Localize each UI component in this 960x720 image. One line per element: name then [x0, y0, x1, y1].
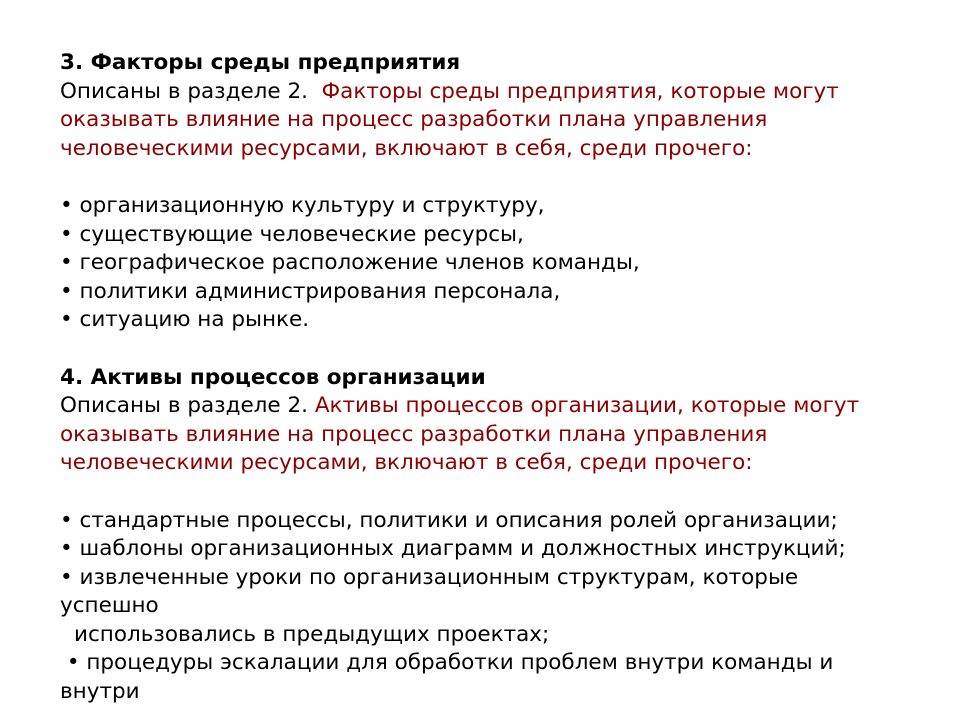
section4-intro-black: Описаны в разделе 2.: [60, 393, 308, 419]
section4-heading: 4. Активы процессов организации: [60, 364, 486, 390]
section3-intro-red-2: оказывать влияние на процесс разработки плана управления: [60, 107, 768, 133]
list-item: • организационную культуру и структуру,: [60, 192, 545, 218]
spacer: [60, 478, 952, 507]
list-item: • существующие человеческие ресурсы,: [60, 221, 524, 247]
section3-intro-black: Описаны в разделе 2.: [60, 78, 308, 104]
list-item: • извлеченные уроки по организационным структурам, которые: [60, 564, 799, 590]
list-item: • процедуры эскалации для обработки проблем внутри команды и: [60, 650, 834, 676]
section4-intro-red-1: Активы процессов организации, которые могут: [314, 393, 860, 419]
section4-intro: [60, 392, 952, 421]
section3-intro: [60, 78, 952, 107]
section3-intro-red-3: человеческими ресурсами, включают в себя, среди прочего:: [60, 135, 753, 161]
section4-bullet-list: [60, 507, 952, 707]
section3-heading: 3. Факторы среды предприятия: [60, 50, 461, 75]
section4-intro-red-2: оказывать влияние на процесс разработки плана управления: [60, 421, 768, 447]
list-item: • ситуацию на рынке.: [60, 307, 310, 333]
spacer: [60, 163, 952, 192]
slide-content: [60, 49, 952, 707]
section3-intro-red-1: Факторы среды предприятия, которые могут: [321, 78, 839, 104]
list-item: • стандартные процессы, политики и описания ролей организации;: [60, 507, 838, 533]
list-item: • шаблоны организационных диаграмм и должностных инструкций;: [60, 536, 846, 562]
section3-bullet-list: [60, 192, 952, 335]
list-item-continuation: использовались в предыдущих проектах;: [74, 621, 550, 647]
list-item: • политики администрирования персонала,: [60, 278, 561, 304]
list-item-continuation: внутри: [60, 679, 140, 705]
list-item: • географическое расположение членов команды,: [60, 250, 640, 276]
spacer: [60, 335, 952, 364]
list-item-continuation: успешно: [60, 593, 159, 619]
section4-intro-red-3: человеческими ресурсами, включают в себя, среди прочего:: [60, 450, 753, 476]
